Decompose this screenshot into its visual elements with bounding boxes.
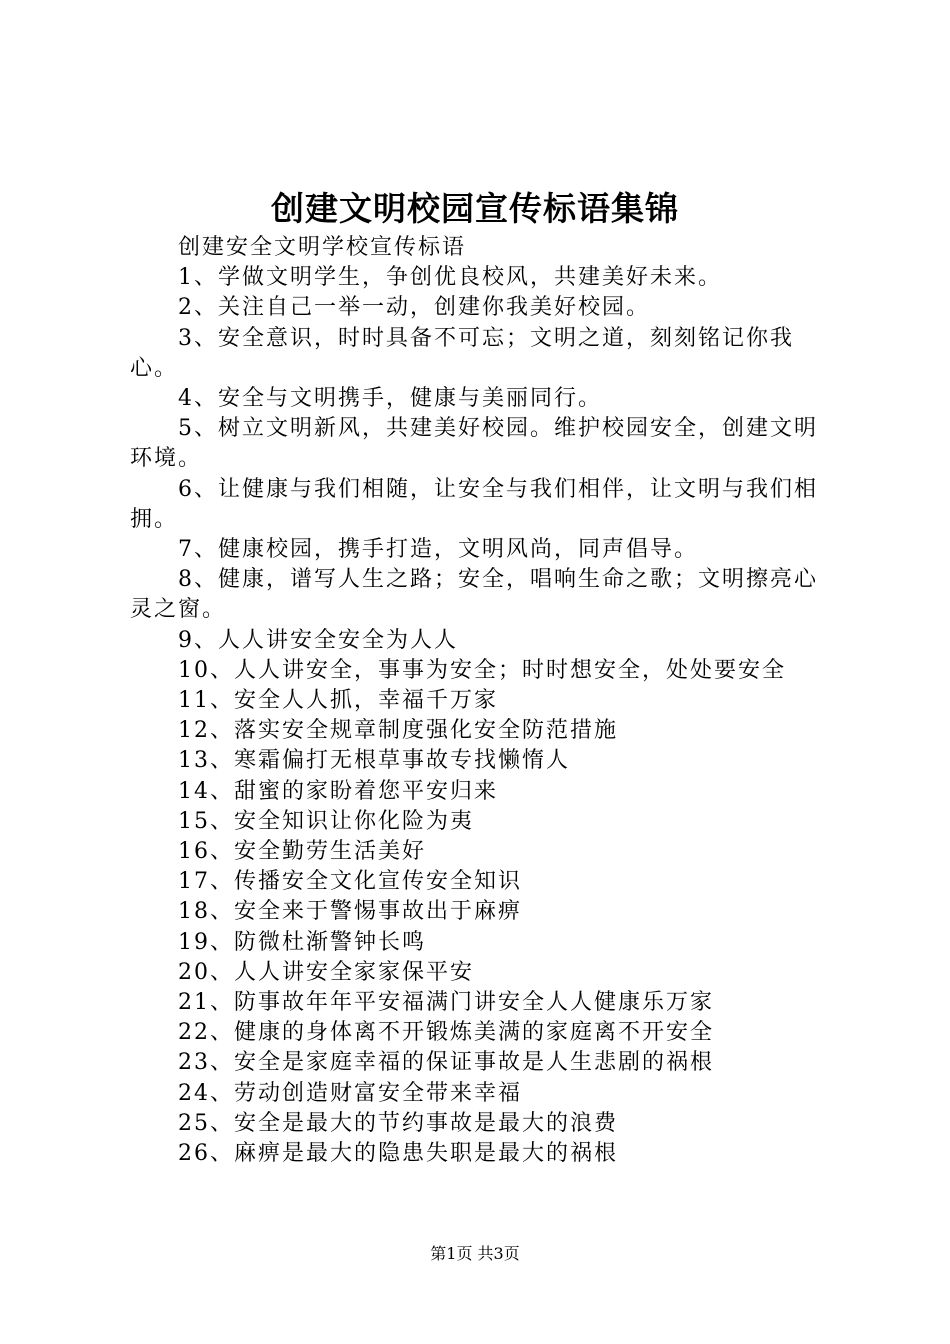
slogan-item-12: 12、落实安全规章制度强化安全防范措施 (178, 718, 618, 744)
slogan-item-15: 15、安全知识让你化险为夷 (178, 808, 474, 834)
slogan-item-9: 9、人人讲安全安全为人人 (178, 627, 458, 653)
slogan-item-5: 5、树立文明新风，共建美好校园。维护校园安全，创建文明环境。 (130, 416, 818, 472)
slogan-item-17: 17、传播安全文化宣传安全知识 (178, 869, 522, 895)
page-footer: 第1页 共3页 (430, 1244, 520, 1263)
slogan-item-19: 19、防微杜渐警钟长鸣 (178, 929, 426, 955)
slogan-item-26: 26、麻痹是最大的隐患失职是最大的祸根 (178, 1141, 618, 1167)
slogan-item-1: 1、学做文明学生，争创优良校风，共建美好未来。 (178, 265, 722, 291)
slogan-item-24: 24、劳动创造财富安全带来幸福 (178, 1080, 522, 1106)
slogan-item-16: 16、安全勤劳生活美好 (178, 839, 426, 865)
slogan-item-7: 7、健康校园，携手打造，文明风尚，同声倡导。 (178, 537, 698, 563)
slogan-item-13: 13、寒霜偏打无根草事故专找懒惰人 (178, 748, 570, 774)
document-body (130, 233, 832, 1169)
slogan-item-25: 25、安全是最大的节约事故是最大的浪费 (178, 1110, 618, 1136)
slogan-item-4: 4、安全与文明携手，健康与美丽同行。 (178, 386, 602, 412)
slogan-item-11: 11、安全人人抓，幸福千万家 (178, 688, 498, 714)
slogan-item-10: 10、人人讲安全，事事为安全；时时想安全，处处要安全 (178, 657, 786, 683)
slogan-item-3: 3、安全意识，时时具备不可忘；文明之道，刻刻铭记你我心。 (130, 325, 794, 381)
slogan-item-22: 22、健康的身体离不开锻炼美满的家庭离不开安全 (178, 1020, 714, 1046)
slogan-item-21: 21、防事故年年平安福满门讲安全人人健康乐万家 (178, 990, 714, 1016)
slogan-item-14: 14、甜蜜的家盼着您平安归来 (178, 778, 498, 804)
section-heading: 创建安全文明学校宣传标语 (178, 235, 467, 260)
document-title: 创建文明校园宣传标语集锦 (271, 189, 679, 228)
slogan-item-18: 18、安全来于警惕事故出于麻痹 (178, 899, 522, 925)
slogan-item-23: 23、安全是家庭幸福的保证事故是人生悲剧的祸根 (178, 1050, 714, 1076)
slogan-item-6: 6、让健康与我们相随，让安全与我们相伴，让文明与我们相拥。 (130, 476, 818, 532)
slogan-item-20: 20、人人讲安全家家保平安 (178, 959, 474, 985)
slogan-item-8: 8、健康，谱写人生之路；安全，唱响生命之歌；文明擦亮心灵之窗。 (130, 567, 818, 623)
slogan-item-2: 2、关注自己一举一动，创建你我美好校园。 (178, 295, 650, 321)
